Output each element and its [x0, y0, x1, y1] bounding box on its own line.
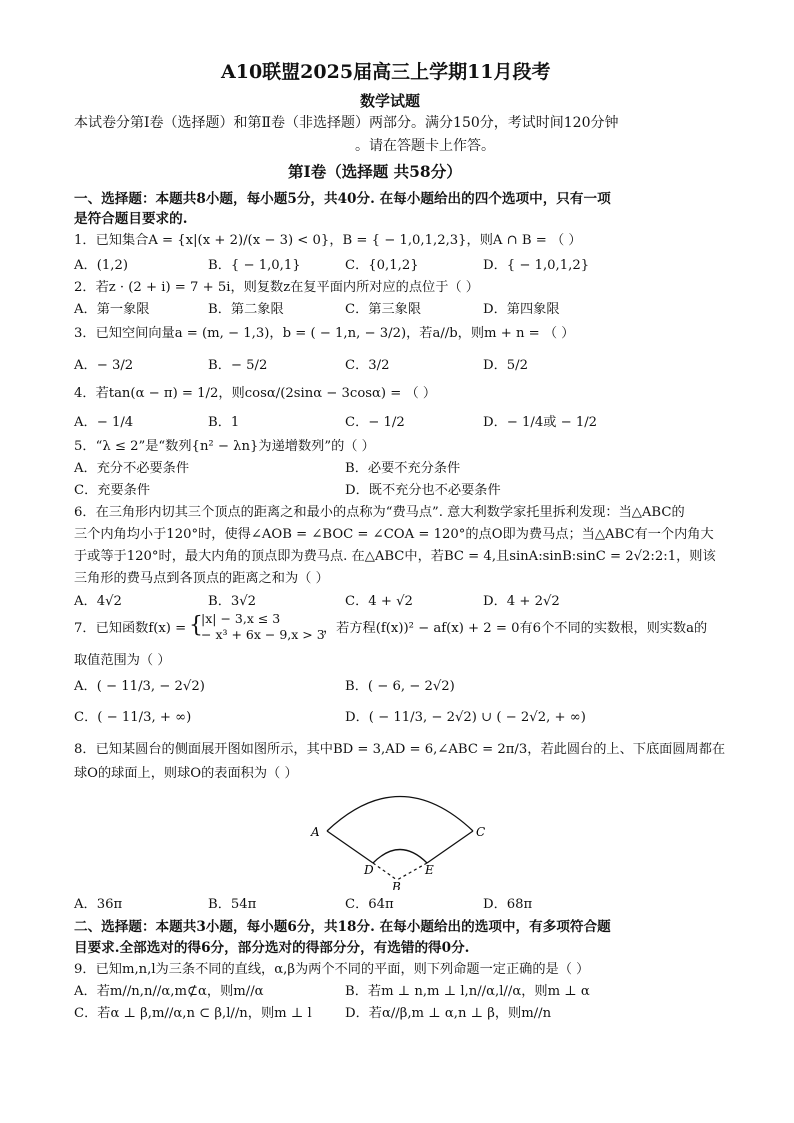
question-3-option-c: C．3/2: [345, 358, 390, 373]
question-7-stem-pre: 7．已知函数f(x) =: [74, 621, 187, 636]
question-6-option-b: B．3√2: [208, 594, 257, 609]
section2-heading-line2: 目要求.全部选对的得6分，部分选对的得部分分，有选错的得0分.: [74, 940, 470, 956]
segment-ce: [427, 831, 473, 863]
question-5-option-a: A．充分不必要条件: [74, 461, 190, 476]
question-7-case1: |x| − 3,x ≤ 3: [201, 611, 281, 626]
question-5-option-d: D．既不充分也不必要条件: [345, 483, 501, 498]
question-7-stem-post: ，若方程(f(x))² − af(x) + 2 = 0有6个不同的实数根，则实数a的: [323, 621, 708, 636]
question-3-option-d: D．5/2: [483, 358, 528, 373]
dashed-segment-eb: [397, 863, 427, 880]
section1-heading-line1: 一、选择题：本题共8小题，每小题5分，共40分. 在每小题给出的四个选项中，只有一项: [74, 191, 611, 207]
outer-arc: [327, 797, 473, 832]
question-6-line1: 6．在三角形内切其三个顶点的距离之和最小的点称为“费马点”. 意大利数学家托里拆利发现：当△ABC的: [74, 505, 685, 520]
question-7-option-c: C．( − 11/3, + ∞): [74, 710, 192, 725]
figure-label-e: E: [425, 863, 434, 877]
question-9-option-c: C．若α ⊥ β,m//α,n ⊂ β,l//n，则m ⊥ l: [74, 1006, 312, 1021]
question-6-option-c: C．4 + √2: [345, 594, 413, 609]
question-2-option-a: A．第一象限: [74, 302, 150, 317]
question-5-stem: 5．“λ ≤ 2”是“数列{n² − λn}为递增数列”的（ ）: [74, 439, 375, 454]
question-7-option-a: A．( − 11/3, − 2√2): [74, 679, 205, 694]
segment-ad: [327, 831, 373, 863]
question-6-option-a: A．4√2: [74, 594, 122, 609]
question-9-option-a: A．若m//n,n//α,m⊄α，则m//α: [74, 984, 264, 999]
question-1-option-b: B．{ − 1,0,1}: [208, 258, 301, 273]
question-7-option-b: B．( − 6, − 2√2): [345, 679, 455, 694]
question-1-option-d: D．{ − 1,0,1,2}: [483, 258, 590, 273]
question-9-option-d: D．若α//β,m ⊥ α,n ⊥ β，则m//n: [345, 1006, 552, 1021]
question-7-case2: − x³ + 6x − 9,x > 3: [201, 627, 325, 642]
question-3-option-b: B．− 5/2: [208, 358, 268, 373]
question-1-option-c: C．{0,1,2}: [345, 258, 419, 273]
question-8-line2: 球O的球面上，则球O的表面积为（ ）: [74, 766, 298, 781]
question-4-option-c: C．− 1/2: [345, 415, 405, 430]
exam-title: A10联盟2025届高三上学期11月段考: [221, 61, 551, 83]
figure-label-c: C: [476, 825, 486, 839]
question-4-option-d: D．− 1/4或 − 1/2: [483, 415, 598, 430]
exam-intro-line1: 本试卷分第Ⅰ卷（选择题）和第Ⅱ卷（非选择题）两部分。满分150分，考试时间120分钟: [74, 115, 619, 131]
question-6-line2: 三个内角均小于120°时，使得∠AOB = ∠BOC = ∠COA = 120°的点O即为费马点；当△ABC有一个内角大: [74, 527, 714, 542]
question-8-option-c: C．64π: [345, 897, 394, 912]
question-7-line2: 取值范围为（ ）: [74, 653, 171, 668]
figure-label-d: D: [364, 863, 374, 877]
question-4-option-a: A．− 1/4: [74, 415, 134, 430]
question-8-option-b: B．54π: [208, 897, 257, 912]
question-3-stem: 3．已知空间向量a = (m, − 1,3)，b = ( − 1,n, − 3/2)，若a//b，则m + n = （ ）: [74, 326, 575, 341]
question-9-option-b: B．若m ⊥ n,m ⊥ l,n//α,l//α，则m ⊥ α: [345, 984, 590, 999]
section2-heading-line1: 二、选择题：本题共3小题，每小题6分，共18分. 在每小题给出的选项中，有多项符合题: [74, 919, 611, 935]
exam-intro-line2: 。请在答题卡上作答。: [355, 138, 495, 154]
question-5-option-c: C．充要条件: [74, 483, 151, 498]
question-9-stem: 9．已知m,n,l为三条不同的直线，α,β为两个不同的平面，则下列命题一定正确的是（ ）: [74, 962, 590, 977]
section1-heading-line2: 是符合题目要求的.: [74, 211, 188, 227]
question-6-line4: 三角形的费马点到各顶点的距离之和为（ ）: [74, 571, 329, 586]
figure-label-a: A: [311, 825, 320, 839]
question-2-option-d: D．第四象限: [483, 302, 560, 317]
question-8-option-a: A．36π: [74, 897, 123, 912]
question-4-stem: 4．若tan(α − π) = 1/2，则cosα/(2sinα − 3cosα) = （ ）: [74, 386, 437, 401]
question-1-option-a: A．(1,2): [74, 258, 128, 273]
question-2-option-b: B．第二象限: [208, 302, 284, 317]
question-2-stem: 2．若z · (2 + i) = 7 + 5i，则复数z在复平面内所对应的点位于（ ）: [74, 280, 479, 295]
question-6-option-d: D．4 + 2√2: [483, 594, 560, 609]
question-5-option-b: B．必要不充分条件: [345, 461, 461, 476]
figure-label-b: B: [392, 880, 401, 890]
question-3-option-a: A．− 3/2: [74, 358, 134, 373]
exam-subtitle: 数学试题: [360, 92, 421, 110]
question-8-line1: 8．已知某圆台的侧面展开图如图所示，其中BD = 3,AD = 6,∠ABC = 2π/3，若此圆台的上、下底面圆周都在: [74, 742, 726, 757]
dashed-segment-db: [373, 863, 397, 880]
question-7-option-d: D．( − 11/3, − 2√2) ∪ ( − 2√2, + ∞): [345, 710, 586, 725]
question-8-option-d: D．68π: [483, 897, 533, 912]
question-4-option-b: B．1: [208, 415, 240, 430]
inner-arc: [373, 850, 427, 864]
question-7-brace: {: [189, 613, 203, 638]
question-8-annular-sector-figure: [300, 780, 500, 890]
question-1-stem: 1．已知集合A = {x|(x + 2)/(x − 3) < 0}，B = { − 1,0,1,2,3}，则A ∩ B = （ ）: [74, 233, 582, 248]
question-6-line3: 于或等于120°时，最大内角的顶点即为费马点. 在△ABC中，若BC = 4,且sinA:sinB:sinC = 2√2:2:1，则该: [74, 549, 716, 564]
part1-title: 第Ⅰ卷（选择题 共58分）: [288, 162, 462, 181]
question-2-option-c: C．第三象限: [345, 302, 422, 317]
